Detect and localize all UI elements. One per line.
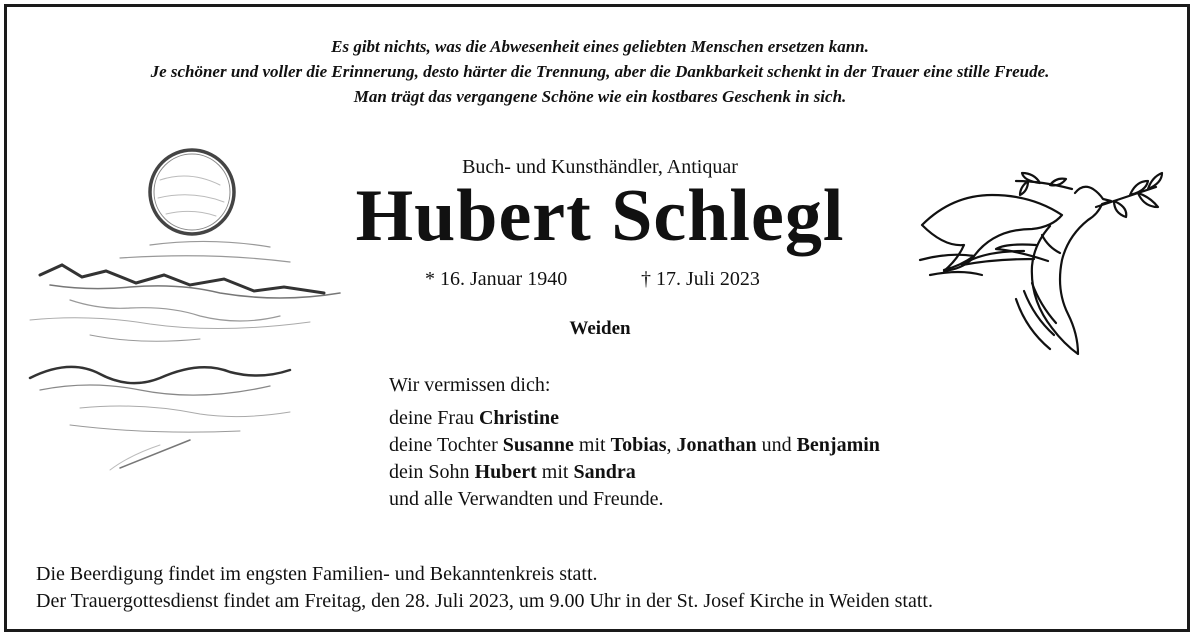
dove-icon: [900, 165, 1180, 380]
mountain-range-icon: [30, 265, 340, 341]
service-note: Der Trauergottesdienst findet am Freitag, den 28. Juli 2023, um 9.00 Uhr in der St. Josef Kirche in Weiden statt.: [36, 590, 933, 612]
grandchild-name: Benjamin: [796, 434, 880, 456]
mourner-others: und alle Verwandten und Freunde.: [389, 488, 664, 510]
sun-icon: [150, 150, 234, 234]
town: Weiden: [569, 318, 631, 339]
lower-hills-icon: [30, 367, 290, 470]
grandchild-name: Jonathan: [676, 434, 757, 456]
daughter-name: Susanne: [502, 434, 574, 456]
deceased-name: Hubert Schlegl: [355, 175, 845, 257]
quote-line-2: Je schöner und voller die Erinnerung, desto härter die Trennung, aber die Dankbarkeit schenkt in der Trauer eine stille Freude.: [150, 62, 1050, 81]
birth-date: * 16. Januar 1940: [425, 268, 568, 290]
burial-note: Die Beerdigung findet im engsten Familien- und Bekanntenkreis statt.: [36, 563, 598, 585]
funeral-info: [36, 561, 933, 615]
grandchild-name: Tobias: [610, 434, 667, 456]
quote-line-1: Es gibt nichts, was die Abwesenheit eines geliebten Menschen ersetzen kann.: [331, 37, 869, 56]
profession: Buch- und Kunsthändler, Antiquar: [462, 156, 738, 178]
quote-line-3: Man trägt das vergangene Schöne wie ein kostbares Geschenk in sich.: [353, 87, 847, 106]
death-date: † 17. Juli 2023: [641, 268, 760, 290]
mourner-daughter: deine Tochter Susanne mit Tobias, Jonathan und Benjamin: [389, 434, 880, 456]
memorial-quote: [0, 34, 1200, 109]
son-partner-name: Sandra: [573, 461, 636, 483]
mourners-intro: Wir vermissen dich:: [389, 374, 551, 396]
mourner-son: dein Sohn Hubert mit Sandra: [389, 461, 636, 483]
son-name: Hubert: [474, 461, 537, 483]
wife-name: Christine: [478, 407, 559, 429]
mourner-wife: deine Frau Christine: [389, 407, 559, 429]
mourners-list: [389, 372, 880, 513]
